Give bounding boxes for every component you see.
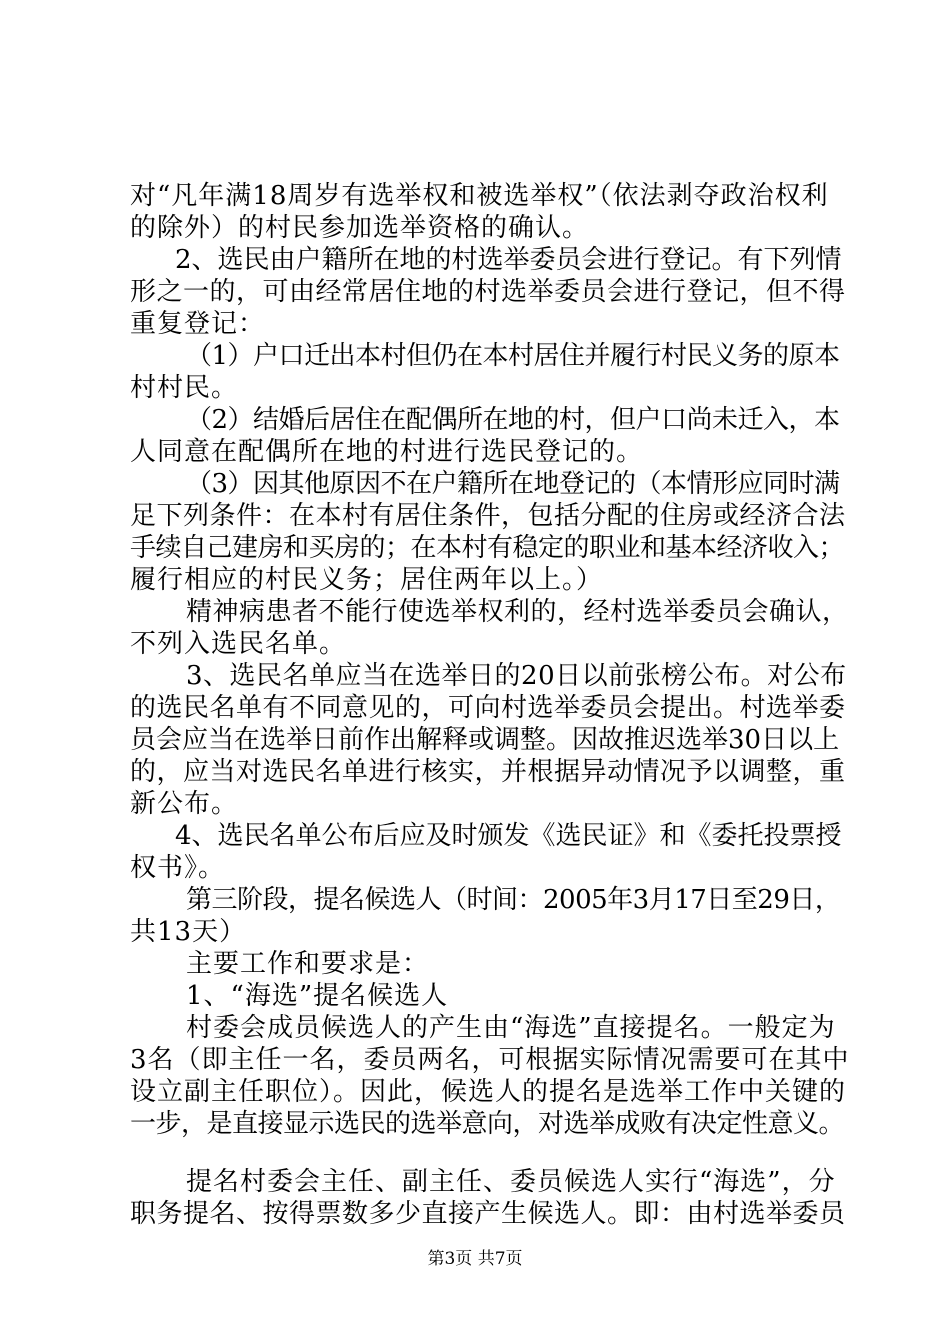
text-line: 4、选民名单公布后应及时颁发《选民证》和《委托投票授 [175,821,842,851]
text-line: （3）因其他原因不在户籍所在地登记的（本情形应同时满 [186,469,840,499]
text-line: 人同意在配偶所在地的村进行选民登记的。 [130,437,644,467]
text-line: 新公布。 [130,789,239,819]
text-line: 对“凡年满18周岁有选举权和被选举权”（依法剥夺政治权利 [130,181,829,211]
text-line: 提名村委会主任、副主任、委员候选人实行“海选”，分 [186,1167,836,1197]
text-line: 的除外）的村民参加选举资格的确认。 [130,213,590,243]
text-line: 的，应当对选民名单进行核实，并根据异动情况予以调整，重 [130,757,846,787]
text-line: 形之一的，可由经常居住地的村选举委员会进行登记，但不得 [130,277,846,307]
text-line: 职务提名、按得票数多少直接产生候选人。即：由村选举委员 [130,1199,846,1229]
text-line: 设立副主任职位）。因此，候选人的提名是选举工作中关键的 [130,1077,847,1107]
text-line: 2、选民由户籍所在地的村选举委员会进行登记。有下列情 [175,245,842,275]
text-line: 足下列条件：在本村有居住条件，包括分配的住房或经济合法 [130,501,846,531]
text-line: 权书》。 [130,853,226,883]
text-line: 3、选民名单应当在选举日的20日以前张榜公布。对公布 [186,661,847,691]
text-line: 重复登记： [130,309,266,339]
text-line: 一步，是直接显示选民的选举意向，对选举成败有决定性意义。 [130,1109,845,1139]
text-line: 共13天） [130,917,247,947]
text-line: 员会应当在选举日前作出解释或调整。因故推迟选举30日以上 [130,725,840,755]
text-line: 的选民名单有不同意见的，可向村选举委员会提出。村选举委 [130,693,846,723]
text-line: 手续自己建房和买房的；在本村有稳定的职业和基本经济收入； [130,533,845,563]
text-line: 精神病患者不能行使选举权利的，经村选举委员会确认， [186,597,849,627]
text-line: 主要工作和要求是： [186,949,430,979]
text-line: 履行相应的村民义务；居住两年以上。） [130,565,604,595]
text-line: 村委会成员候选人的产生由“海选”直接提名。一般定为 [186,1013,836,1043]
text-line: （1）户口迁出本村但仍在本村居住并履行村民义务的原本 [186,341,840,371]
text-line: 3名（即主任一名，委员两名，可根据实际情况需要可在其中 [130,1045,850,1075]
text-line: （2）结婚后居住在配偶所在地的村，但户口尚未迁入，本 [186,405,840,435]
page-number: 第3页 共7页 [427,1249,523,1269]
text-line: 村村民。 [130,373,239,403]
text-line: 不列入选民名单。 [130,629,347,659]
text-line: 1、“海选”提名候选人 [186,981,449,1011]
text-line: 第三阶段，提名候选人（时间：2005年3月17日至29日， [186,885,841,915]
